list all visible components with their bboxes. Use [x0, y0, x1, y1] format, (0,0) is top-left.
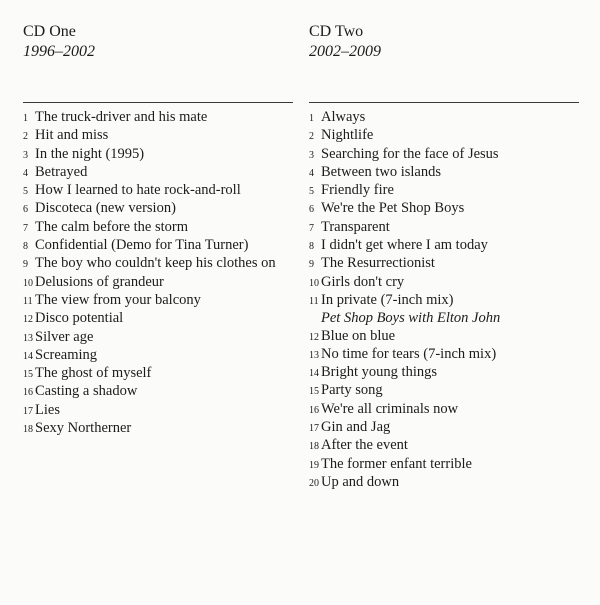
track-title: Discoteca (new version) — [35, 200, 176, 217]
track-title: Lies — [35, 401, 60, 418]
track-number: 2 — [23, 131, 28, 143]
track-row — [309, 364, 594, 382]
track-title: Hit and miss — [35, 127, 109, 144]
track-title: The view from your balcony — [35, 291, 201, 308]
cd-two-title: CD Two — [309, 23, 364, 40]
track-title: Searching for the face of Jesus — [321, 145, 499, 162]
cd-two-divider — [309, 102, 579, 103]
track-title: Transparent — [321, 218, 390, 235]
track-row — [23, 365, 303, 383]
track-number: 8 — [23, 241, 28, 253]
track-title: Girls don't cry — [321, 273, 405, 290]
track-number: 5 — [309, 186, 314, 198]
track-title: Silver age — [35, 328, 94, 345]
track-row — [309, 419, 594, 437]
track-number: 11 — [309, 295, 319, 307]
track-number: 7 — [309, 222, 314, 234]
track-title: In private (7-inch mix) — [321, 291, 454, 308]
track-title: I didn't get where I am today — [321, 237, 488, 254]
track-row — [309, 346, 594, 364]
track-title: The Resurrectionist — [321, 255, 435, 272]
track-title: No time for tears (7-inch mix) — [321, 345, 497, 362]
track-title: We're the Pet Shop Boys — [321, 200, 465, 217]
track-title: Bright young things — [321, 364, 438, 381]
track-number: 17 — [23, 405, 33, 417]
track-number: 7 — [23, 222, 28, 234]
track-row — [309, 474, 594, 492]
track-title: Friendly fire — [321, 182, 394, 199]
track-number: 20 — [309, 477, 319, 489]
track-title: Disco potential — [35, 310, 124, 327]
track-number: 15 — [23, 369, 33, 381]
track-number: 6 — [309, 204, 314, 216]
track-number: 18 — [309, 441, 319, 453]
track-row — [309, 146, 594, 164]
track-credit: Pet Shop Boys with Elton John — [321, 310, 501, 327]
track-number: 16 — [309, 404, 319, 416]
track-row — [23, 237, 303, 255]
track-title: The former enfant terrible — [321, 455, 472, 472]
track-row — [23, 255, 303, 273]
track-title: The truck-driver and his mate — [35, 109, 208, 125]
track-number: 4 — [23, 167, 28, 179]
track-row — [23, 200, 303, 218]
cd-one-tracklist — [23, 109, 303, 438]
track-row — [309, 127, 594, 145]
cd-two-tracklist — [309, 109, 594, 492]
track-number: 12 — [23, 314, 33, 326]
track-row — [309, 382, 594, 400]
track-title: Between two islands — [321, 163, 442, 180]
track-row — [23, 182, 303, 200]
track-number: 16 — [23, 387, 33, 399]
track-row — [309, 109, 594, 127]
track-title: After the event — [321, 437, 408, 454]
track-number: 4 — [309, 167, 314, 179]
track-number: 6 — [23, 204, 28, 216]
track-row — [309, 292, 594, 310]
track-number: 11 — [23, 295, 33, 307]
track-row — [309, 456, 594, 474]
track-row — [309, 200, 594, 218]
track-number: 3 — [309, 149, 314, 161]
track-row — [309, 164, 594, 182]
track-number: 8 — [309, 241, 314, 253]
cd-two-header — [309, 22, 589, 62]
track-title: Gin and Jag — [321, 419, 391, 436]
track-row — [309, 182, 594, 200]
track-title: The calm before the storm — [35, 218, 188, 235]
track-row — [309, 255, 594, 273]
track-title: Delusions of grandeur — [35, 273, 164, 290]
track-row — [23, 402, 303, 420]
cd-one-divider — [23, 102, 293, 103]
track-row — [23, 347, 303, 365]
track-row — [309, 328, 594, 346]
track-title: We're all criminals now — [321, 400, 459, 417]
track-title: Party song — [321, 382, 383, 399]
track-title: How I learned to hate rock-and-roll — [35, 182, 241, 199]
track-number: 19 — [309, 459, 319, 471]
track-number: 3 — [23, 149, 28, 161]
track-row — [309, 274, 594, 292]
track-row — [23, 310, 303, 328]
track-row — [23, 127, 303, 145]
track-number: 1 — [23, 113, 28, 124]
track-number: 17 — [309, 423, 319, 435]
track-row — [23, 109, 303, 127]
track-title: Sexy Northerner — [35, 420, 132, 437]
track-number: 15 — [309, 386, 319, 398]
track-number: 10 — [23, 277, 33, 289]
track-row — [23, 329, 303, 347]
track-title: Confidential (Demo for Tina Turner) — [35, 237, 249, 254]
track-row — [23, 383, 303, 401]
track-number: 10 — [309, 277, 319, 289]
track-row — [309, 437, 594, 455]
track-number: 13 — [23, 332, 33, 344]
track-title: Blue on blue — [321, 327, 396, 344]
track-title: Always — [321, 109, 366, 125]
track-row — [23, 292, 303, 310]
cd-two-years: 2002–2009 — [309, 43, 381, 60]
track-row — [309, 219, 594, 237]
track-number: 1 — [309, 113, 314, 124]
track-row — [309, 401, 594, 419]
track-title: Up and down — [321, 473, 400, 490]
track-number: 2 — [309, 131, 314, 143]
track-title: Screaming — [35, 346, 98, 363]
track-number: 9 — [309, 259, 314, 271]
track-row — [309, 237, 594, 255]
track-title: Betrayed — [35, 163, 88, 180]
track-row — [23, 219, 303, 237]
track-title: Nightlife — [321, 127, 374, 144]
track-number: 12 — [309, 331, 319, 343]
cd-one-years: 1996–2002 — [23, 43, 95, 60]
track-row — [23, 146, 303, 164]
track-number: 14 — [23, 350, 33, 362]
track-title: In the night (1995) — [35, 145, 145, 162]
track-row — [23, 420, 303, 438]
track-row — [309, 310, 594, 327]
cd-one-title: CD One — [23, 23, 76, 40]
track-number: 18 — [23, 424, 33, 436]
track-title: The boy who couldn't keep his clothes on — [35, 255, 276, 272]
track-number: 14 — [309, 368, 319, 380]
cd-one-header — [23, 22, 303, 62]
track-title: The ghost of myself — [35, 365, 152, 382]
track-title: Casting a shadow — [35, 383, 138, 400]
track-row — [23, 164, 303, 182]
track-number: 5 — [23, 186, 28, 198]
track-row — [23, 274, 303, 292]
track-number: 9 — [23, 259, 28, 271]
track-number: 13 — [309, 349, 319, 361]
